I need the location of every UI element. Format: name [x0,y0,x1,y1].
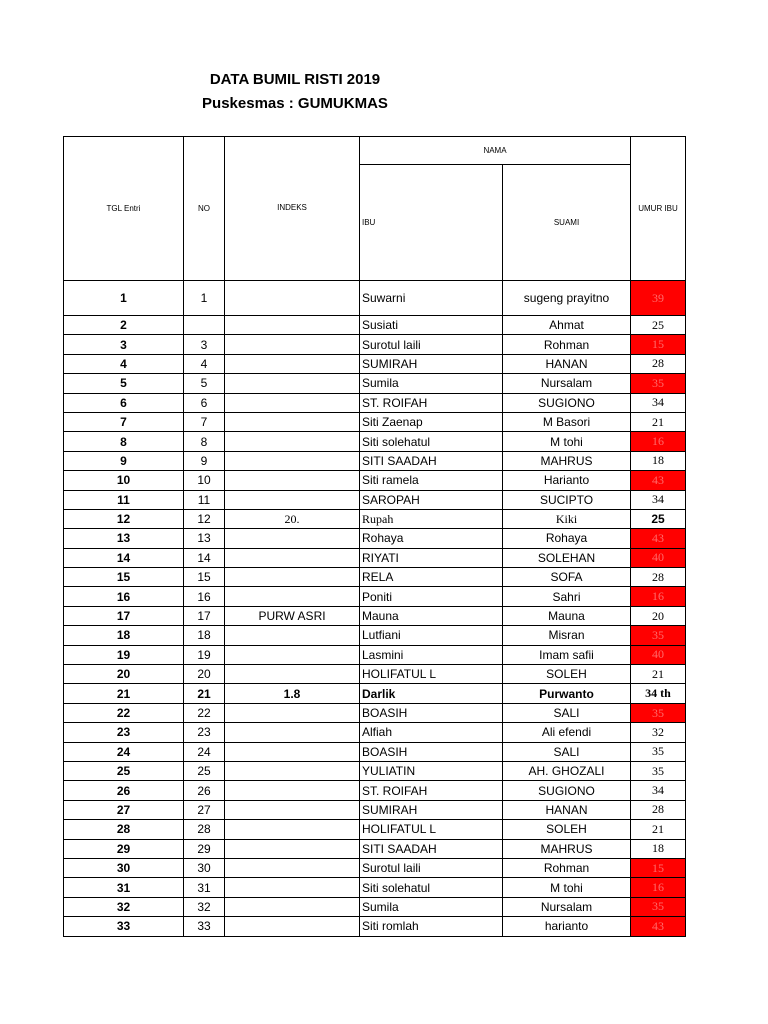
cell-no: 30 [184,858,225,877]
cell-umur-ibu: 28 [631,354,686,373]
table-row [64,820,686,839]
cell-ibu: Surotul laili [360,858,503,877]
cell-ibu: RIYATI [360,548,503,567]
cell-suami: HANAN [503,354,631,373]
cell-umur-ibu: 16 [631,432,686,451]
table-row [64,281,686,316]
cell-no: 12 [184,509,225,528]
cell-no: 18 [184,626,225,645]
cell-no: 16 [184,587,225,606]
cell-ibu: Surotul laili [360,335,503,354]
cell-indeks [225,665,360,684]
cell-indeks: 1.8 [225,684,360,703]
cell-ibu: SITI SAADAH [360,839,503,858]
cell-indeks [225,897,360,916]
table-row [64,568,686,587]
cell-suami: AH. GHOZALI [503,761,631,780]
cell-indeks [225,335,360,354]
cell-no: 14 [184,548,225,567]
cell-indeks [225,781,360,800]
cell-tgl-entri: 13 [64,529,184,548]
cell-no: 8 [184,432,225,451]
cell-indeks [225,858,360,877]
cell-no: 6 [184,393,225,412]
cell-umur-ibu: 28 [631,568,686,587]
header-suami: SUAMI [503,165,631,281]
cell-indeks [225,412,360,431]
cell-ibu: Siti romlah [360,917,503,936]
cell-tgl-entri: 5 [64,374,184,393]
cell-indeks [225,878,360,897]
cell-suami: Rohman [503,335,631,354]
cell-tgl-entri: 21 [64,684,184,703]
cell-umur-ibu: 35 [631,742,686,761]
cell-tgl-entri: 20 [64,665,184,684]
cell-ibu: BOASIH [360,742,503,761]
cell-indeks [225,393,360,412]
cell-ibu: SUMIRAH [360,800,503,819]
cell-indeks [225,281,360,316]
cell-umur-ibu: 25 [631,316,686,335]
cell-no: 19 [184,645,225,664]
cell-indeks [225,354,360,373]
cell-suami: Sahri [503,587,631,606]
cell-tgl-entri: 27 [64,800,184,819]
cell-umur-ibu: 20 [631,606,686,625]
cell-indeks [225,703,360,722]
header-ibu: IBU [360,165,503,281]
table-row [64,858,686,877]
cell-tgl-entri: 2 [64,316,184,335]
cell-no: 1 [184,281,225,316]
cell-tgl-entri: 30 [64,858,184,877]
cell-tgl-entri: 8 [64,432,184,451]
cell-no: 5 [184,374,225,393]
table-row [64,897,686,916]
cell-umur-ibu: 18 [631,451,686,470]
cell-umur-ibu: 34 [631,490,686,509]
cell-ibu: RELA [360,568,503,587]
cell-umur-ibu: 34 th [631,684,686,703]
cell-suami: SALI [503,703,631,722]
table-row [64,626,686,645]
cell-ibu: HOLIFATUL L [360,820,503,839]
table-row [64,490,686,509]
cell-indeks [225,839,360,858]
cell-no: 20 [184,665,225,684]
header-umur-ibu: UMUR IBU [631,137,686,281]
cell-no: 31 [184,878,225,897]
cell-tgl-entri: 3 [64,335,184,354]
table-row [64,742,686,761]
cell-ibu: Darlik [360,684,503,703]
cell-no: 33 [184,917,225,936]
cell-indeks [225,316,360,335]
table-row [64,606,686,625]
cell-umur-ibu: 15 [631,335,686,354]
cell-tgl-entri: 22 [64,703,184,722]
cell-tgl-entri: 25 [64,761,184,780]
cell-suami: SOFA [503,568,631,587]
cell-ibu: Rupah [360,509,503,528]
cell-suami: Misran [503,626,631,645]
cell-suami: SOLEH [503,665,631,684]
table-row [64,917,686,936]
cell-ibu: ST. ROIFAH [360,781,503,800]
cell-indeks [225,529,360,548]
cell-umur-ibu: 34 [631,781,686,800]
cell-ibu: Lasmini [360,645,503,664]
table-row [64,665,686,684]
table-row [64,471,686,490]
cell-suami: Nursalam [503,897,631,916]
cell-suami: MAHRUS [503,451,631,470]
table-row [64,335,686,354]
cell-indeks: PURW ASRI [225,606,360,625]
cell-indeks [225,432,360,451]
table-row [64,703,686,722]
table-row [64,587,686,606]
cell-indeks [225,374,360,393]
cell-no: 23 [184,723,225,742]
cell-ibu: Alfiah [360,723,503,742]
cell-indeks [225,917,360,936]
table-row [64,509,686,528]
cell-ibu: SITI SAADAH [360,451,503,470]
cell-ibu: Sumila [360,897,503,916]
cell-no: 9 [184,451,225,470]
table-row [64,374,686,393]
cell-suami: M tohi [503,432,631,451]
cell-umur-ibu: 40 [631,548,686,567]
cell-suami: sugeng prayitno [503,281,631,316]
cell-no: 15 [184,568,225,587]
table-row [64,684,686,703]
cell-ibu: SUMIRAH [360,354,503,373]
cell-suami: Purwanto [503,684,631,703]
cell-indeks [225,820,360,839]
document-title: DATA BUMIL RISTI 2019 [209,71,381,88]
cell-no: 13 [184,529,225,548]
cell-tgl-entri: 14 [64,548,184,567]
cell-suami: Harianto [503,471,631,490]
table-row [64,781,686,800]
cell-umur-ibu: 25 [631,509,686,528]
cell-umur-ibu: 39 [631,281,686,316]
cell-umur-ibu: 21 [631,665,686,684]
cell-no: 11 [184,490,225,509]
cell-no: 26 [184,781,225,800]
cell-no: 28 [184,820,225,839]
table-row [64,529,686,548]
cell-suami: Kiki [503,509,631,528]
table-row [64,761,686,780]
cell-ibu: Siti Zaenap [360,412,503,431]
cell-ibu: YULIATIN [360,761,503,780]
cell-suami: SOLEHAN [503,548,631,567]
cell-ibu: Siti ramela [360,471,503,490]
cell-umur-ibu: 16 [631,587,686,606]
cell-no: 22 [184,703,225,722]
cell-no: 27 [184,800,225,819]
cell-tgl-entri: 11 [64,490,184,509]
cell-tgl-entri: 17 [64,606,184,625]
cell-umur-ibu: 43 [631,471,686,490]
cell-suami: SUGIONO [503,393,631,412]
cell-umur-ibu: 35 [631,626,686,645]
cell-tgl-entri: 15 [64,568,184,587]
cell-tgl-entri: 6 [64,393,184,412]
cell-tgl-entri: 10 [64,471,184,490]
cell-umur-ibu: 35 [631,703,686,722]
header-row-top [64,137,686,165]
cell-suami: SUGIONO [503,781,631,800]
header-indeks: INDEKS [225,137,360,281]
cell-suami: SOLEH [503,820,631,839]
table-row [64,839,686,858]
cell-suami: HANAN [503,800,631,819]
cell-suami: Ahmat [503,316,631,335]
table-row [64,878,686,897]
cell-indeks: 20. [225,509,360,528]
table-row [64,432,686,451]
cell-suami: M Basori [503,412,631,431]
cell-tgl-entri: 26 [64,781,184,800]
cell-tgl-entri: 33 [64,917,184,936]
table-row [64,393,686,412]
cell-no: 10 [184,471,225,490]
cell-ibu: Rohaya [360,529,503,548]
cell-indeks [225,645,360,664]
cell-ibu: Lutfiani [360,626,503,645]
table-row [64,316,686,335]
cell-umur-ibu: 34 [631,393,686,412]
cell-indeks [225,587,360,606]
cell-umur-ibu: 35 [631,897,686,916]
cell-tgl-entri: 4 [64,354,184,373]
cell-indeks [225,742,360,761]
cell-tgl-entri: 24 [64,742,184,761]
cell-no: 4 [184,354,225,373]
cell-no: 3 [184,335,225,354]
cell-suami: harianto [503,917,631,936]
cell-ibu: ST. ROIFAH [360,393,503,412]
table-row [64,451,686,470]
table-row [64,645,686,664]
cell-suami: M tohi [503,878,631,897]
cell-no: 25 [184,761,225,780]
cell-umur-ibu: 35 [631,374,686,393]
cell-indeks [225,471,360,490]
cell-tgl-entri: 29 [64,839,184,858]
cell-suami: SALI [503,742,631,761]
cell-umur-ibu: 18 [631,839,686,858]
cell-suami: Rohaya [503,529,631,548]
table-row [64,354,686,373]
cell-ibu: Susiati [360,316,503,335]
cell-ibu: Suwarni [360,281,503,316]
cell-indeks [225,626,360,645]
cell-tgl-entri: 12 [64,509,184,528]
cell-no: 32 [184,897,225,916]
cell-ibu: Sumila [360,374,503,393]
cell-tgl-entri: 32 [64,897,184,916]
cell-umur-ibu: 35 [631,761,686,780]
cell-tgl-entri: 18 [64,626,184,645]
cell-no: 29 [184,839,225,858]
cell-suami: Rohman [503,858,631,877]
cell-tgl-entri: 31 [64,878,184,897]
cell-umur-ibu: 32 [631,723,686,742]
cell-no: 24 [184,742,225,761]
header-nama: NAMA [360,137,631,165]
cell-umur-ibu: 16 [631,878,686,897]
cell-umur-ibu: 28 [631,800,686,819]
cell-suami: MAHRUS [503,839,631,858]
cell-suami: Imam safii [503,645,631,664]
table-row [64,412,686,431]
cell-indeks [225,568,360,587]
header-tgl-entri: TGL Entri [64,137,184,281]
cell-ibu: Poniti [360,587,503,606]
cell-ibu: Siti solehatul [360,432,503,451]
cell-tgl-entri: 23 [64,723,184,742]
table-row [64,723,686,742]
cell-umur-ibu: 43 [631,917,686,936]
cell-suami: SUCIPTO [503,490,631,509]
cell-ibu: SAROPAH [360,490,503,509]
cell-umur-ibu: 43 [631,529,686,548]
cell-indeks [225,761,360,780]
cell-tgl-entri: 7 [64,412,184,431]
cell-ibu: BOASIH [360,703,503,722]
cell-suami: Nursalam [503,374,631,393]
cell-indeks [225,723,360,742]
cell-tgl-entri: 19 [64,645,184,664]
cell-no: 7 [184,412,225,431]
cell-ibu: HOLIFATUL L [360,665,503,684]
cell-umur-ibu: 40 [631,645,686,664]
cell-tgl-entri: 9 [64,451,184,470]
cell-indeks [225,548,360,567]
cell-suami: Ali efendi [503,723,631,742]
cell-indeks [225,800,360,819]
cell-ibu: Mauna [360,606,503,625]
cell-tgl-entri: 28 [64,820,184,839]
data-table [63,136,686,937]
table-row [64,800,686,819]
cell-indeks [225,490,360,509]
cell-umur-ibu: 21 [631,412,686,431]
header-no: NO [184,137,225,281]
table-row [64,548,686,567]
cell-indeks [225,451,360,470]
cell-umur-ibu: 15 [631,858,686,877]
cell-no: 17 [184,606,225,625]
cell-ibu: Siti solehatul [360,878,503,897]
cell-suami: Mauna [503,606,631,625]
cell-umur-ibu: 21 [631,820,686,839]
cell-tgl-entri: 1 [64,281,184,316]
document-subtitle: Puskesmas : GUMUKMAS [202,95,388,112]
cell-no [184,316,225,335]
cell-no: 21 [184,684,225,703]
cell-tgl-entri: 16 [64,587,184,606]
